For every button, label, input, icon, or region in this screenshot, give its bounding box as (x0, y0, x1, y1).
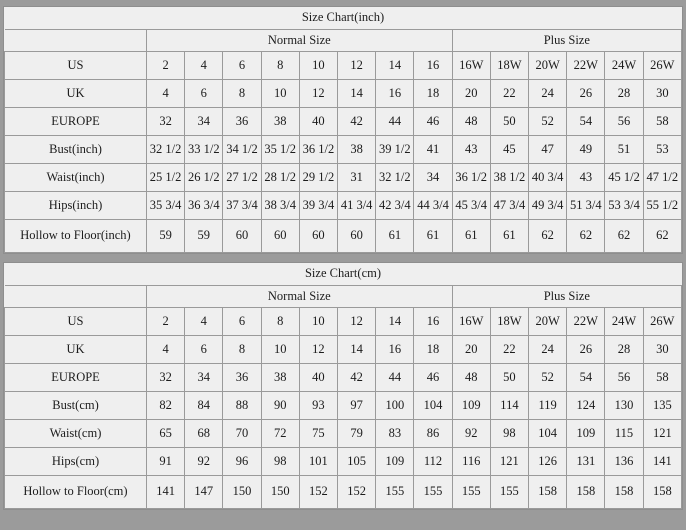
table-cell: 22 (490, 80, 528, 108)
table-cell: 56 (605, 108, 643, 136)
table-cell: 121 (490, 448, 528, 476)
table-cell: 38 (261, 108, 299, 136)
table-cell: 34 (185, 108, 223, 136)
table-cell: 44 (376, 108, 414, 136)
row-label: EUROPE (5, 108, 147, 136)
table-cell: 155 (376, 476, 414, 509)
table-row (5, 52, 682, 80)
table-cell: 158 (529, 476, 567, 509)
table-cell: 65 (147, 420, 185, 448)
table-cell: 34 (414, 164, 452, 192)
cm-title: Size Chart(cm) (5, 263, 682, 286)
table-cell: 44 (376, 364, 414, 392)
table-cell: 32 (147, 364, 185, 392)
table-cell: 131 (567, 448, 605, 476)
table-cell: 50 (490, 364, 528, 392)
table-cell: 16 (414, 308, 452, 336)
table-cell: 22W (567, 308, 605, 336)
row-label: Bust(cm) (5, 392, 147, 420)
table-cell: 10 (299, 52, 337, 80)
table-cell: 6 (223, 52, 261, 80)
table-cell: 130 (605, 392, 643, 420)
table-cell: 109 (452, 392, 490, 420)
table-cell: 53 (643, 136, 681, 164)
table-cell: 24W (605, 308, 643, 336)
table-row (5, 220, 682, 253)
table-cell: 38 (261, 364, 299, 392)
table-row (5, 336, 682, 364)
table-cell: 16W (452, 52, 490, 80)
cm-group-header: Normal Size (147, 286, 453, 308)
row-label: UK (5, 80, 147, 108)
table-cell: 28 1/2 (261, 164, 299, 192)
table-cell: 16 (376, 336, 414, 364)
table-cell: 59 (147, 220, 185, 253)
table-cell: 55 1/2 (643, 192, 681, 220)
table-cell: 10 (261, 80, 299, 108)
size-chart-inch (3, 6, 683, 254)
table-cell: 20 (452, 336, 490, 364)
table-cell: 50 (490, 108, 528, 136)
inch-title: Size Chart(inch) (5, 7, 682, 30)
table-cell: 100 (376, 392, 414, 420)
table-cell: 155 (452, 476, 490, 509)
table-cell: 20W (529, 52, 567, 80)
table-cell: 150 (261, 476, 299, 509)
table-cell: 31 (338, 164, 376, 192)
table-cell: 47 (529, 136, 567, 164)
table-cell: 12 (299, 80, 337, 108)
table-cell: 43 (567, 164, 605, 192)
table-cell: 60 (223, 220, 261, 253)
table-cell: 104 (529, 420, 567, 448)
table-cell: 56 (605, 364, 643, 392)
table-cell: 14 (376, 308, 414, 336)
cm-table-body (5, 263, 682, 509)
table-cell: 6 (223, 308, 261, 336)
table-cell: 54 (567, 108, 605, 136)
table-cell: 43 (452, 136, 490, 164)
inch-table-body (5, 7, 682, 253)
table-cell: 62 (567, 220, 605, 253)
table-cell: 126 (529, 448, 567, 476)
table-cell: 8 (261, 308, 299, 336)
table-cell: 147 (185, 476, 223, 509)
table-cell: 44 3/4 (414, 192, 452, 220)
cm-group-header: Plus Size (452, 286, 681, 308)
table-cell: 62 (643, 220, 681, 253)
table-cell: 22 (490, 336, 528, 364)
table-cell: 10 (261, 336, 299, 364)
table-cell: 98 (490, 420, 528, 448)
table-cell: 42 (338, 108, 376, 136)
table-cell: 4 (147, 336, 185, 364)
table-row (5, 476, 682, 509)
table-cell: 59 (185, 220, 223, 253)
cm-title-row (5, 263, 682, 286)
table-cell: 28 (605, 336, 643, 364)
table-cell: 88 (223, 392, 261, 420)
table-cell: 97 (338, 392, 376, 420)
table-cell: 104 (414, 392, 452, 420)
table-cell: 45 (490, 136, 528, 164)
table-cell: 32 (147, 108, 185, 136)
table-row (5, 420, 682, 448)
table-cell: 26W (643, 308, 681, 336)
table-cell: 20 (452, 80, 490, 108)
table-cell: 33 1/2 (185, 136, 223, 164)
table-cell: 96 (223, 448, 261, 476)
table-cell: 26W (643, 52, 681, 80)
table-cell: 141 (643, 448, 681, 476)
table-cell: 20W (529, 308, 567, 336)
table-cell: 101 (299, 448, 337, 476)
table-cell: 18 (414, 80, 452, 108)
table-cell: 54 (567, 364, 605, 392)
row-label: UK (5, 336, 147, 364)
table-cell: 51 3/4 (567, 192, 605, 220)
table-cell: 70 (223, 420, 261, 448)
table-cell: 37 3/4 (223, 192, 261, 220)
inch-group-header: Normal Size (147, 30, 453, 52)
table-cell: 116 (452, 448, 490, 476)
table-row (5, 392, 682, 420)
table-cell: 84 (185, 392, 223, 420)
table-cell: 18W (490, 52, 528, 80)
table-cell: 82 (147, 392, 185, 420)
table-cell: 12 (338, 308, 376, 336)
table-cell: 61 (414, 220, 452, 253)
table-cell: 105 (338, 448, 376, 476)
row-label: Hips(inch) (5, 192, 147, 220)
table-cell: 52 (529, 108, 567, 136)
table-cell: 124 (567, 392, 605, 420)
table-cell: 60 (338, 220, 376, 253)
table-cell: 155 (414, 476, 452, 509)
table-cell: 47 1/2 (643, 164, 681, 192)
table-cell: 14 (376, 52, 414, 80)
table-cell: 79 (338, 420, 376, 448)
table-cell: 86 (414, 420, 452, 448)
table-cell: 75 (299, 420, 337, 448)
table-cell: 92 (452, 420, 490, 448)
table-cell: 16 (376, 80, 414, 108)
table-cell: 14 (338, 80, 376, 108)
table-cell: 45 1/2 (605, 164, 643, 192)
table-cell: 51 (605, 136, 643, 164)
table-row (5, 364, 682, 392)
table-cell: 98 (261, 448, 299, 476)
row-label: Hollow to Floor(inch) (5, 220, 147, 253)
table-cell: 8 (223, 336, 261, 364)
cm-group-row (5, 286, 682, 308)
table-cell: 141 (147, 476, 185, 509)
size-chart-cm-table (4, 263, 682, 509)
table-cell: 28 (605, 80, 643, 108)
inch-corner-cell (5, 30, 147, 52)
table-cell: 18 (414, 336, 452, 364)
table-cell: 152 (338, 476, 376, 509)
table-cell: 8 (223, 80, 261, 108)
table-cell: 34 1/2 (223, 136, 261, 164)
table-cell: 49 (567, 136, 605, 164)
table-cell: 16W (452, 308, 490, 336)
table-cell: 2 (147, 308, 185, 336)
table-cell: 27 1/2 (223, 164, 261, 192)
table-cell: 34 (185, 364, 223, 392)
table-cell: 40 (299, 364, 337, 392)
table-cell: 46 (414, 364, 452, 392)
table-cell: 49 3/4 (529, 192, 567, 220)
table-cell: 26 1/2 (185, 164, 223, 192)
table-row (5, 308, 682, 336)
table-cell: 2 (147, 52, 185, 80)
table-cell: 12 (338, 52, 376, 80)
table-cell: 60 (299, 220, 337, 253)
table-row (5, 108, 682, 136)
table-cell: 53 3/4 (605, 192, 643, 220)
inch-group-row (5, 30, 682, 52)
table-cell: 14 (338, 336, 376, 364)
table-cell: 58 (643, 364, 681, 392)
table-cell: 4 (185, 52, 223, 80)
table-cell: 39 3/4 (299, 192, 337, 220)
table-cell: 46 (414, 108, 452, 136)
table-row (5, 192, 682, 220)
table-row (5, 136, 682, 164)
table-cell: 42 3/4 (376, 192, 414, 220)
table-row (5, 448, 682, 476)
table-cell: 30 (643, 80, 681, 108)
table-cell: 6 (185, 336, 223, 364)
table-cell: 150 (223, 476, 261, 509)
table-cell: 61 (490, 220, 528, 253)
table-cell: 58 (643, 108, 681, 136)
table-cell: 62 (529, 220, 567, 253)
table-row (5, 80, 682, 108)
table-cell: 90 (261, 392, 299, 420)
table-cell: 4 (185, 308, 223, 336)
table-cell: 35 1/2 (261, 136, 299, 164)
table-cell: 32 1/2 (147, 136, 185, 164)
table-cell: 18W (490, 308, 528, 336)
inch-group-header: Plus Size (452, 30, 681, 52)
table-cell: 26 (567, 80, 605, 108)
table-cell: 121 (643, 420, 681, 448)
table-cell: 61 (376, 220, 414, 253)
table-cell: 8 (261, 52, 299, 80)
table-cell: 109 (567, 420, 605, 448)
table-cell: 24W (605, 52, 643, 80)
table-cell: 93 (299, 392, 337, 420)
inch-title-row (5, 7, 682, 30)
table-cell: 36 (223, 108, 261, 136)
table-cell: 38 1/2 (490, 164, 528, 192)
table-cell: 39 1/2 (376, 136, 414, 164)
table-row (5, 164, 682, 192)
table-cell: 72 (261, 420, 299, 448)
table-cell: 30 (643, 336, 681, 364)
row-label: EUROPE (5, 364, 147, 392)
size-chart-cm (3, 262, 683, 510)
table-cell: 42 (338, 364, 376, 392)
table-cell: 36 1/2 (452, 164, 490, 192)
table-cell: 83 (376, 420, 414, 448)
row-label: US (5, 308, 147, 336)
table-cell: 115 (605, 420, 643, 448)
row-label: Waist(inch) (5, 164, 147, 192)
table-cell: 158 (567, 476, 605, 509)
table-cell: 40 (299, 108, 337, 136)
table-cell: 135 (643, 392, 681, 420)
table-cell: 10 (299, 308, 337, 336)
table-cell: 158 (643, 476, 681, 509)
table-cell: 26 (567, 336, 605, 364)
row-label: US (5, 52, 147, 80)
table-cell: 119 (529, 392, 567, 420)
table-cell: 155 (490, 476, 528, 509)
table-cell: 25 1/2 (147, 164, 185, 192)
table-cell: 114 (490, 392, 528, 420)
table-cell: 109 (376, 448, 414, 476)
row-label: Waist(cm) (5, 420, 147, 448)
table-cell: 4 (147, 80, 185, 108)
table-cell: 112 (414, 448, 452, 476)
table-cell: 32 1/2 (376, 164, 414, 192)
table-cell: 36 1/2 (299, 136, 337, 164)
table-cell: 12 (299, 336, 337, 364)
table-cell: 38 3/4 (261, 192, 299, 220)
table-cell: 29 1/2 (299, 164, 337, 192)
table-cell: 38 (338, 136, 376, 164)
table-cell: 24 (529, 80, 567, 108)
size-chart-inch-table (4, 7, 682, 253)
table-cell: 22W (567, 52, 605, 80)
table-cell: 48 (452, 108, 490, 136)
row-label: Bust(inch) (5, 136, 147, 164)
table-cell: 60 (261, 220, 299, 253)
table-cell: 36 (223, 364, 261, 392)
table-cell: 16 (414, 52, 452, 80)
row-label: Hollow to Floor(cm) (5, 476, 147, 509)
table-cell: 92 (185, 448, 223, 476)
table-cell: 45 3/4 (452, 192, 490, 220)
table-cell: 152 (299, 476, 337, 509)
table-cell: 47 3/4 (490, 192, 528, 220)
table-cell: 91 (147, 448, 185, 476)
table-cell: 36 3/4 (185, 192, 223, 220)
table-cell: 35 3/4 (147, 192, 185, 220)
table-cell: 40 3/4 (529, 164, 567, 192)
cm-corner-cell (5, 286, 147, 308)
table-cell: 52 (529, 364, 567, 392)
table-cell: 62 (605, 220, 643, 253)
table-cell: 6 (185, 80, 223, 108)
table-cell: 68 (185, 420, 223, 448)
table-cell: 24 (529, 336, 567, 364)
row-label: Hips(cm) (5, 448, 147, 476)
table-cell: 41 3/4 (338, 192, 376, 220)
table-cell: 41 (414, 136, 452, 164)
table-cell: 158 (605, 476, 643, 509)
table-cell: 136 (605, 448, 643, 476)
table-cell: 61 (452, 220, 490, 253)
table-cell: 48 (452, 364, 490, 392)
